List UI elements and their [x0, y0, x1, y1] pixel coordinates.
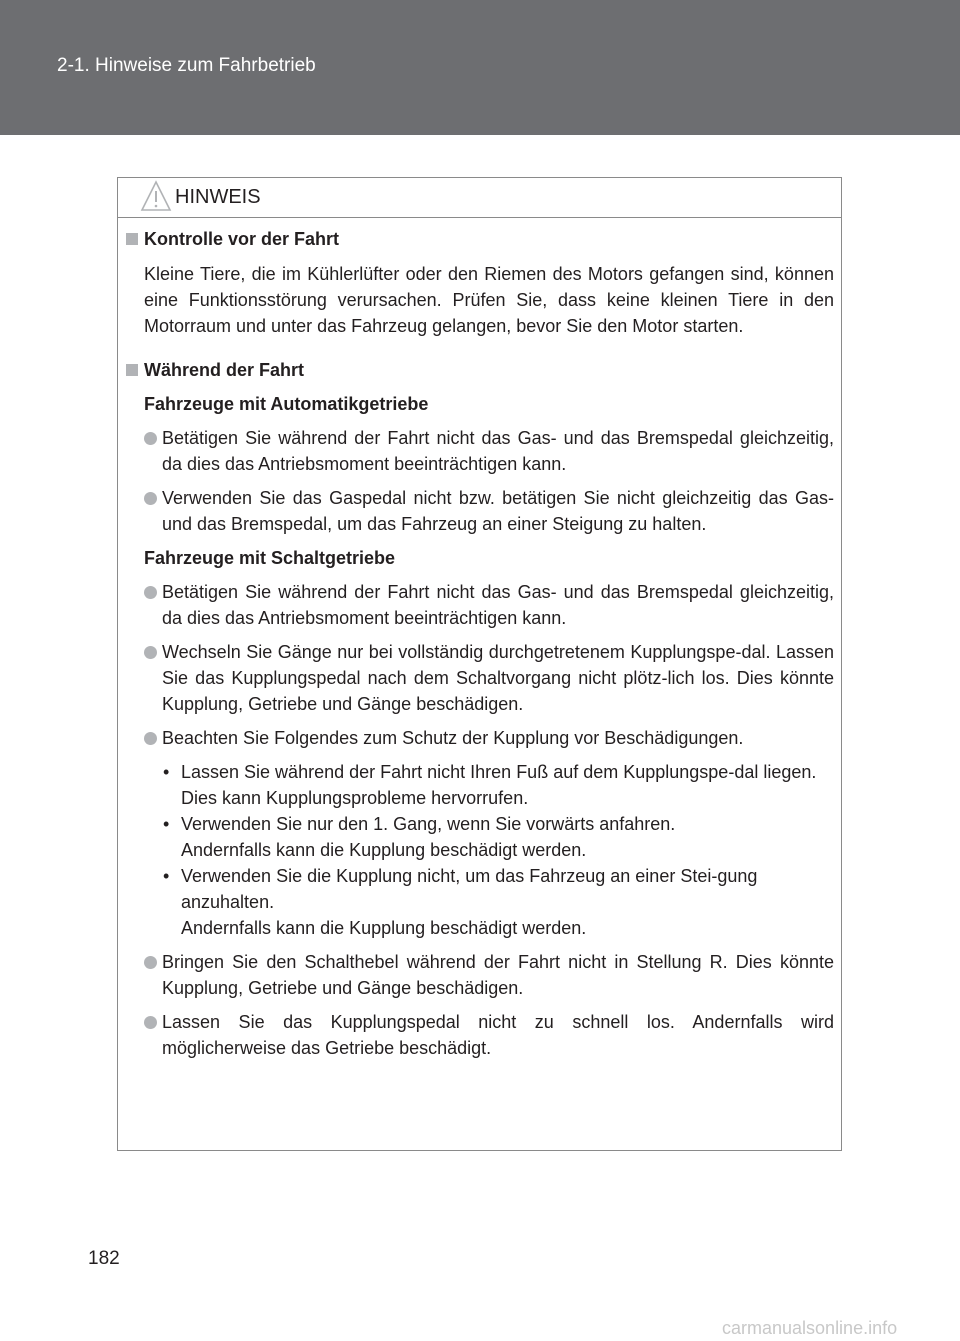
sub-list-note: Andernfalls kann die Kupplung beschädigt werden.: [181, 840, 587, 860]
watermark: carmanualsonline.info: [722, 1318, 898, 1338]
sub-list-text: Lassen Sie während der Fahrt nicht Ihren Fuß auf dem Kupplungspe-dal liegen.: [181, 762, 817, 782]
sub-list-note: Dies kann Kupplungsprobleme hervorrufen.: [181, 788, 529, 808]
section-heading: [126, 357, 834, 383]
notice-header: [118, 178, 841, 218]
circle-bullet-icon: [144, 1016, 157, 1029]
circle-bullet-icon: [144, 646, 157, 659]
dot-marker: •: [163, 814, 170, 834]
sub-list-item: [163, 811, 834, 863]
section-heading-text: Kontrolle vor der Fahrt: [144, 229, 340, 249]
sub-list-item: [163, 863, 834, 941]
list-item: [126, 949, 834, 1001]
list-item: [126, 579, 834, 631]
sub-list-text: Verwenden Sie nur den 1. Gang, wenn Sie vorwärts anfahren.: [181, 814, 676, 834]
section-heading-text: Während der Fahrt: [144, 360, 305, 380]
sub-list-item: [163, 759, 834, 811]
circle-bullet-icon: [144, 432, 157, 445]
notice-title: HINWEIS: [175, 186, 261, 208]
list-item-text: Betätigen Sie während der Fahrt nicht das Gas- und das Bremspedal gleichzeitig, da dies das Antriebsmoment beeinträchtigen kann.: [162, 428, 834, 474]
list-item-text: Betätigen Sie während der Fahrt nicht das Gas- und das Bremspedal gleichzeitig, da dies das Antriebsmoment beeinträchtigen kann.: [162, 582, 834, 628]
dot-marker: •: [163, 762, 170, 782]
list-item-text: Beachten Sie Folgendes zum Schutz der Kupplung vor Beschädigungen.: [162, 728, 744, 748]
circle-bullet-icon: [144, 586, 157, 599]
paragraph: Kleine Tiere, die im Kühlerlüfter oder den Riemen des Motors gefangen sind, können eine Funktionsstörung verursachen. Prüfen Sie, dass keine kleinen Tiere in den Motorraum und unter das Fahrzeug gelangen, bevor Sie den Motor starten.: [144, 264, 834, 336]
circle-bullet-icon: [144, 732, 157, 745]
list-item: [126, 1009, 834, 1061]
circle-bullet-icon: [144, 492, 157, 505]
list-item-text: Bringen Sie den Schalthebel während der Fahrt nicht in Stellung R. Dies könnte Kupplung, Getriebe und Gänge beschädigen.: [162, 952, 834, 998]
list-item-text: Lassen Sie das Kupplungspedal nicht zu schnell los. Andernfalls wird möglicherweise das Getriebe beschädigt.: [162, 1012, 834, 1058]
subheading: Fahrzeuge mit Automatikgetriebe: [144, 394, 429, 414]
sub-list-note: Andernfalls kann die Kupplung beschädigt werden.: [181, 918, 587, 938]
list-item: [126, 639, 834, 717]
list-item: [126, 425, 834, 477]
section-heading: [126, 226, 834, 252]
list-item-text: Wechseln Sie Gänge nur bei vollständig durchgetretenem Kupplungspe-dal. Lassen Sie das Kupplungspedal nach dem Schaltvorgang nicht plötz-lich los. Dies könnte Kupplung, Getriebe und Gänge beschädigen.: [162, 642, 834, 714]
sub-list: [126, 759, 834, 941]
notice-content: [126, 226, 834, 1061]
subheading: Fahrzeuge mit Schaltgetriebe: [144, 548, 396, 568]
warning-triangle-icon: [140, 180, 172, 212]
list-item-text: Verwenden Sie das Gaspedal nicht bzw. betätigen Sie nicht gleichzeitig das Gas- und das Bremspedal, um das Fahrzeug an einer Steigung zu halten.: [162, 488, 834, 534]
notice-box: [117, 177, 842, 1151]
list-item: [126, 725, 834, 751]
sub-list-text: Verwenden Sie die Kupplung nicht, um das Fahrzeug an einer Stei-gung anzuhalten.: [181, 866, 758, 912]
dot-marker: •: [163, 866, 170, 886]
section-title: 2-1. Hinweise zum Fahrbetrieb: [57, 55, 316, 76]
list-item: [126, 485, 834, 537]
page-header: [0, 0, 960, 135]
page-number: 182: [88, 1248, 120, 1269]
circle-bullet-icon: [144, 956, 157, 969]
square-bullet-icon: [126, 233, 138, 245]
square-bullet-icon: [126, 364, 138, 376]
